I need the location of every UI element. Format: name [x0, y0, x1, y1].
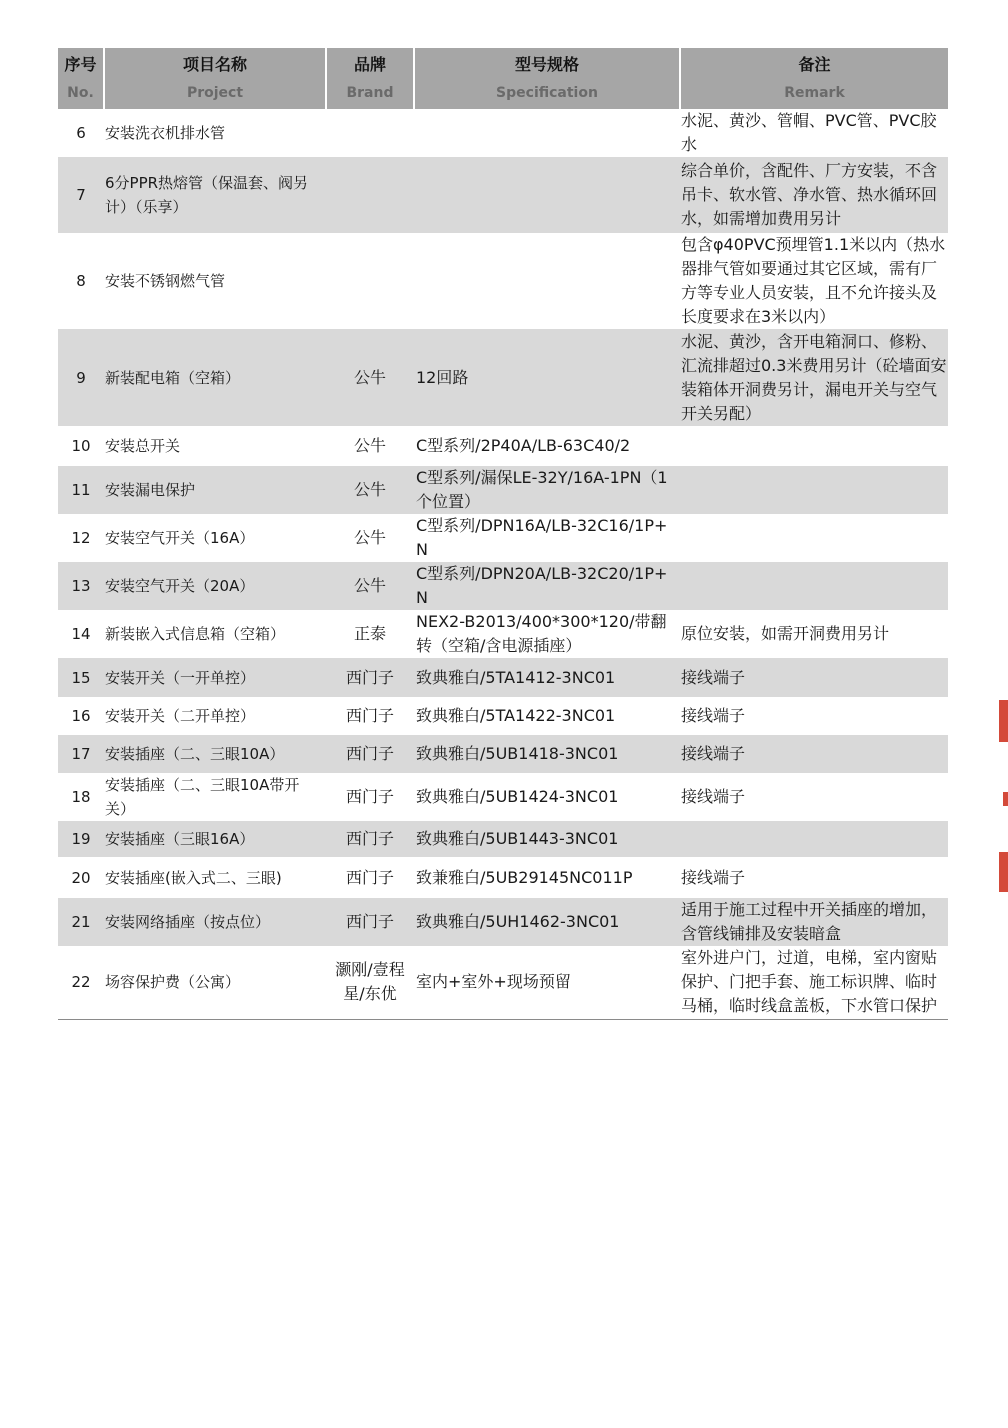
row-no: 17: [58, 735, 104, 773]
table-row: [58, 610, 948, 658]
header-project: [104, 48, 326, 109]
row-brand: 西门子: [326, 735, 414, 773]
row-remark: 接线端子: [680, 697, 948, 735]
row-project: 新装嵌入式信息箱（空箱）: [104, 610, 326, 658]
table-row: [58, 514, 948, 562]
row-brand: 西门子: [326, 773, 414, 821]
edge-stamp-mark-bottom: [999, 852, 1008, 892]
row-no: 9: [58, 329, 104, 426]
header-remark-en: Remark: [784, 84, 845, 101]
row-spec: 致典雅白/5TA1422-3NC01: [414, 697, 680, 735]
row-brand: 公牛: [326, 329, 414, 426]
row-remark: [680, 821, 948, 857]
row-remark: 水泥、黄沙、管帽、PVC管、PVC胶水: [680, 109, 948, 157]
row-no: 12: [58, 514, 104, 562]
row-remark: 包含φ40PVC预埋管1.1米以内（热水器排气管如要通过其它区域，需有厂方等专业人员安装，且不允许接头及长度要求在3米以内）: [680, 233, 948, 329]
row-no: 20: [58, 857, 104, 898]
row-brand: [326, 157, 414, 233]
row-brand: 公牛: [326, 466, 414, 514]
row-project: 安装总开关: [104, 426, 326, 466]
header-no-en: No.: [67, 84, 94, 101]
row-project: 安装洗衣机排水管: [104, 109, 326, 157]
row-brand: 公牛: [326, 562, 414, 610]
row-spec: C型系列/漏保LE-32Y/16A-1PN（1个位置）: [414, 466, 680, 514]
row-spec: [414, 233, 680, 329]
row-no: 15: [58, 658, 104, 697]
row-remark: 综合单价，含配件、厂方安装，不含吊卡、软水管、净水管、热水循环回水，如需增加费用另计: [680, 157, 948, 233]
row-spec: [414, 157, 680, 233]
row-remark: 原位安装，如需开洞费用另计: [680, 610, 948, 658]
header-project-en: Project: [186, 84, 244, 101]
row-no: 10: [58, 426, 104, 466]
row-brand: [326, 233, 414, 329]
row-project: 安装开关（二开单控）: [104, 697, 326, 735]
row-remark: 适用于施工过程中开关插座的增加，含管线铺排及安装暗盒: [680, 898, 948, 946]
row-remark: [680, 466, 948, 514]
table-row: [58, 898, 948, 946]
table-row: [58, 857, 948, 898]
row-spec: NEX2-B2013/400*300*120/带翻转（空箱/含电源插座）: [414, 610, 680, 658]
row-no: 14: [58, 610, 104, 658]
row-project: 场容保护费（公寓）: [104, 946, 326, 1019]
row-remark: 室外进户门，过道，电梯，室内窗贴保护、门把手套、施工标识牌、临时马桶，临时线盒盖板，下水管口保护: [680, 946, 948, 1019]
row-remark: [680, 514, 948, 562]
edge-stamp-mark-mid: [1003, 792, 1008, 806]
row-project: 安装空气开关（20A）: [104, 562, 326, 610]
row-remark: 接线端子: [680, 735, 948, 773]
row-no: 22: [58, 946, 104, 1019]
header-brand: [326, 48, 414, 109]
row-remark: 接线端子: [680, 773, 948, 821]
header-brand-en: Brand: [346, 84, 394, 101]
table-row: [58, 946, 948, 1019]
row-brand: 灏刚/壹程星/东优: [326, 946, 414, 1019]
row-no: 16: [58, 697, 104, 735]
header-spec-cn: 型号规格: [514, 54, 579, 74]
table-row: [58, 157, 948, 233]
row-project: 安装插座（三眼16A）: [104, 821, 326, 857]
header-remark: [680, 48, 948, 109]
row-spec: 致典雅白/5TA1412-3NC01: [414, 658, 680, 697]
row-brand: [326, 109, 414, 157]
header-remark-cn: 备注: [798, 54, 831, 74]
header-spec: [414, 48, 680, 109]
row-spec: 致典雅白/5UB1418-3NC01: [414, 735, 680, 773]
row-spec: 致兼雅白/5UB29145NC011P: [414, 857, 680, 898]
table-row: [58, 109, 948, 157]
row-no: 13: [58, 562, 104, 610]
row-no: 7: [58, 157, 104, 233]
table-row: [58, 697, 948, 735]
row-project: 安装漏电保护: [104, 466, 326, 514]
table-row: [58, 426, 948, 466]
row-project: 6分PPR热熔管（保温套、阀另计）（乐享）: [104, 157, 326, 233]
row-remark: [680, 562, 948, 610]
table-row: [58, 466, 948, 514]
row-brand: 公牛: [326, 426, 414, 466]
row-project: 安装开关（一开单控）: [104, 658, 326, 697]
table-row: [58, 658, 948, 697]
row-spec: C型系列/2P40A/LB-63C40/2: [414, 426, 680, 466]
table-row: [58, 821, 948, 857]
row-remark: 接线端子: [680, 658, 948, 697]
row-project: 安装插座(嵌入式二、三眼): [104, 857, 326, 898]
row-brand: 西门子: [326, 898, 414, 946]
row-project: 安装插座（二、三眼10A带开关）: [104, 773, 326, 821]
row-remark: [680, 426, 948, 466]
row-no: 11: [58, 466, 104, 514]
row-spec: 致典雅白/5UB1443-3NC01: [414, 821, 680, 857]
row-no: 8: [58, 233, 104, 329]
row-remark: 水泥、黄沙，含开电箱洞口、修粉、汇流排超过0.3米费用另计（砼墙面安装箱体开洞费另计，漏电开关与空气开关另配）: [680, 329, 948, 426]
header-spec-en: Specification: [496, 84, 598, 101]
row-spec: 12回路: [414, 329, 680, 426]
table-row: [58, 329, 948, 426]
row-project: 安装网络插座（按点位）: [104, 898, 326, 946]
row-brand: 西门子: [326, 857, 414, 898]
header-row: [58, 48, 948, 109]
row-spec: 室内+室外+现场预留: [414, 946, 680, 1019]
edge-stamp-mark-top: [999, 700, 1008, 742]
row-brand: 公牛: [326, 514, 414, 562]
row-project: 安装空气开关（16A）: [104, 514, 326, 562]
table-row: [58, 773, 948, 821]
row-brand: 西门子: [326, 658, 414, 697]
row-brand: 正泰: [326, 610, 414, 658]
row-project: 安装插座（二、三眼10A）: [104, 735, 326, 773]
row-no: 18: [58, 773, 104, 821]
row-brand: 西门子: [326, 821, 414, 857]
header-no: [58, 48, 104, 109]
row-spec: 致典雅白/5UB1424-3NC01: [414, 773, 680, 821]
row-brand: 西门子: [326, 697, 414, 735]
row-no: 19: [58, 821, 104, 857]
row-spec: C型系列/DPN20A/LB-32C20/1P+N: [414, 562, 680, 610]
row-remark: 接线端子: [680, 857, 948, 898]
row-spec: [414, 109, 680, 157]
quote-table: [58, 48, 948, 1020]
table-row: [58, 735, 948, 773]
row-spec: C型系列/DPN16A/LB-32C16/1P+N: [414, 514, 680, 562]
header-brand-cn: 品牌: [353, 54, 386, 74]
header-no-cn: 序号: [64, 54, 97, 74]
row-no: 21: [58, 898, 104, 946]
header-project-cn: 项目名称: [182, 54, 247, 74]
row-spec: 致典雅白/5UH1462-3NC01: [414, 898, 680, 946]
table-row: [58, 233, 948, 329]
row-project: 安装不锈钢燃气管: [104, 233, 326, 329]
row-no: 6: [58, 109, 104, 157]
row-project: 新装配电箱（空箱）: [104, 329, 326, 426]
table-row: [58, 562, 948, 610]
